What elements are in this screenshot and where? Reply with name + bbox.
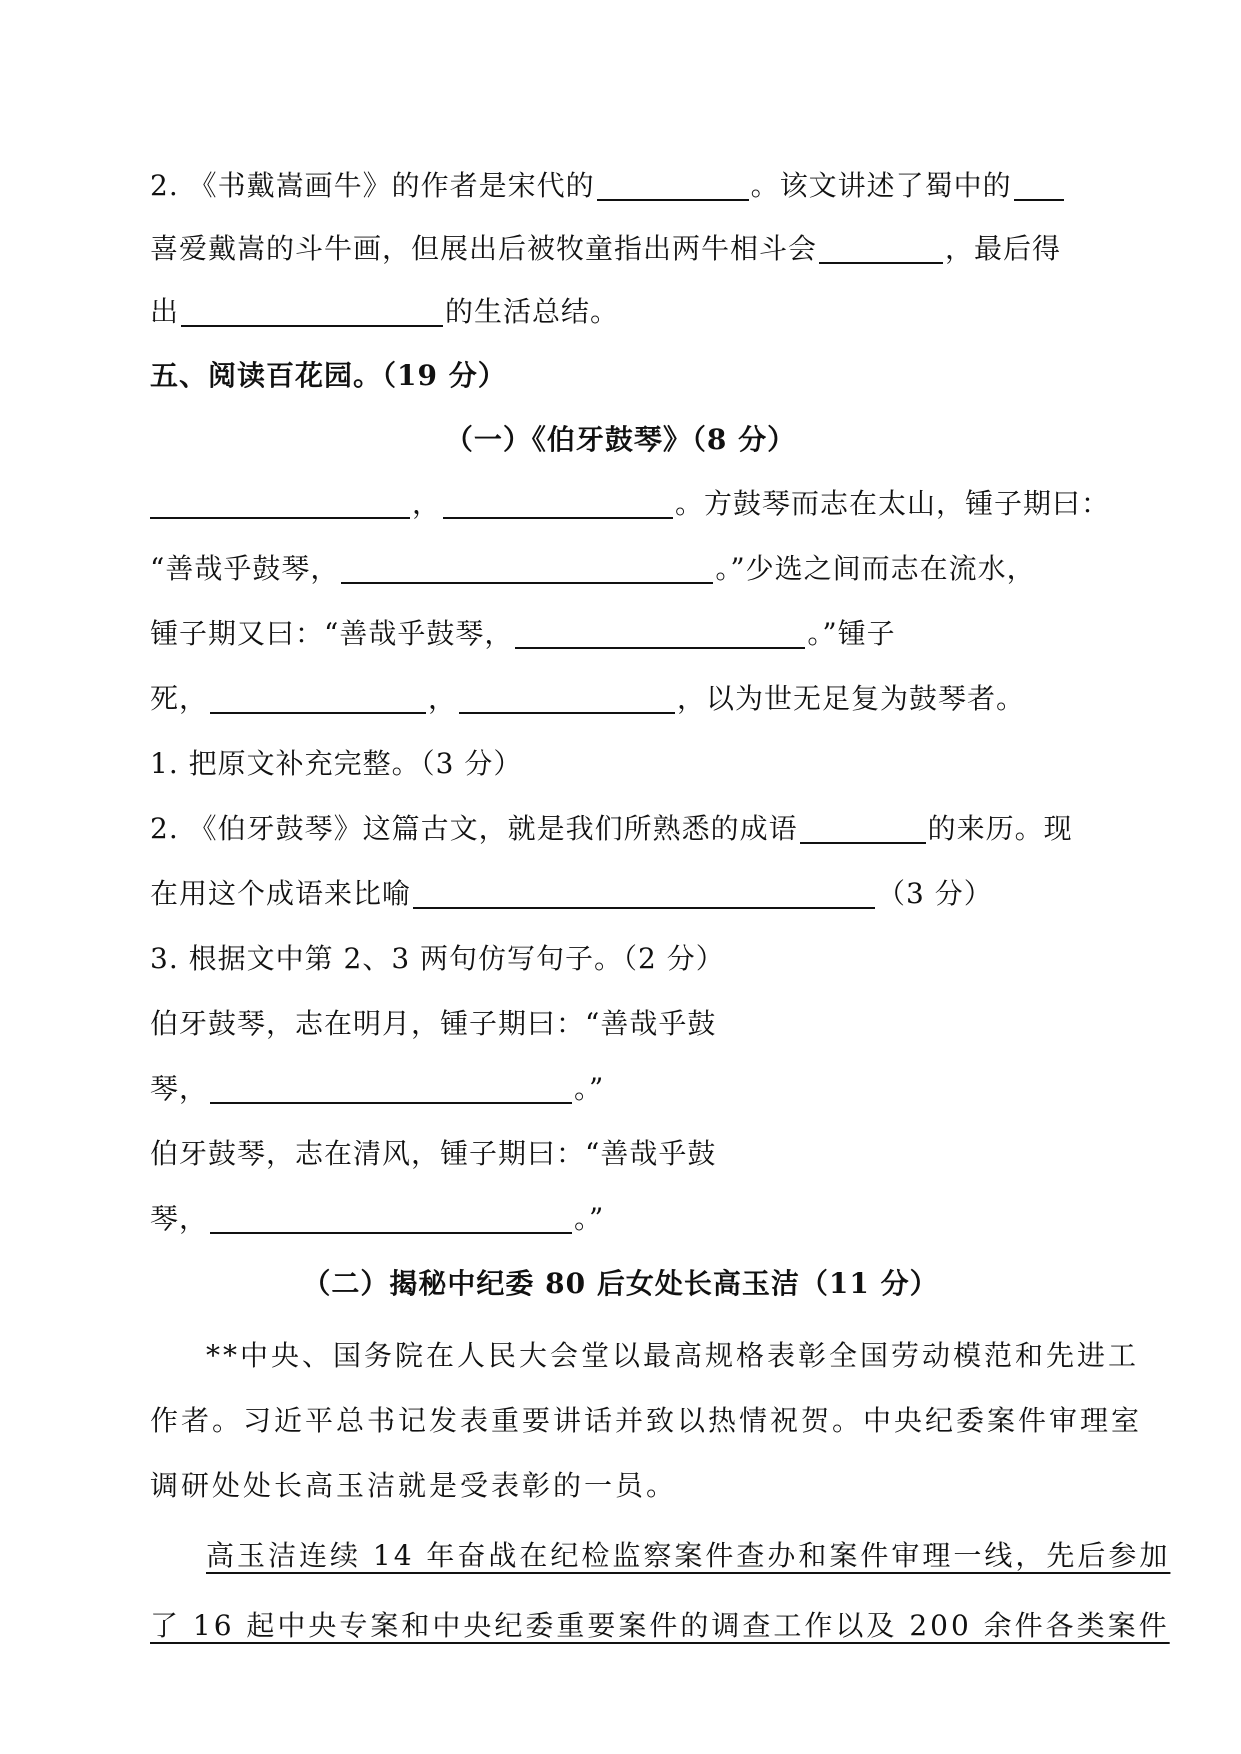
passage-text: ，以为世无足复为鼓琴者。: [677, 682, 1026, 715]
article-line: **中央、国务院在人民大会堂以最高规格表彰全国劳动模范和先进工: [206, 1339, 1140, 1372]
answer-blank[interactable]: [150, 487, 410, 519]
question-2-line-2: [150, 874, 1110, 914]
answer-blank[interactable]: [819, 232, 943, 264]
article-line: 调研处处长高玉洁就是受表彰的一员。: [150, 1469, 678, 1502]
passage-text: 死，: [150, 682, 209, 715]
underlined-text: 了 16 起中央专案和中央纪委重要案件的调查工作以及 200 余件各类案件: [150, 1609, 1170, 1642]
underlined-text: 高玉洁连续 14 年奋战在纪检监察案件查办和案件审理一线，先后参加: [206, 1539, 1171, 1572]
imitation-text: 。”: [574, 1072, 605, 1105]
article-line-underlined: [150, 1606, 1170, 1646]
question-text: 在用这个成语来比喻: [150, 877, 412, 910]
passage-sep: ，: [412, 487, 442, 520]
answer-blank[interactable]: [210, 1202, 572, 1234]
answer-blank[interactable]: [443, 487, 673, 519]
answer-blank[interactable]: [210, 1072, 572, 1104]
part2-title: （二）揭秘中纪委 80 后女处长高玉洁（11 分）: [302, 1267, 939, 1300]
q2-text-5: 出: [150, 295, 180, 328]
imitation-2-line-1: 伯牙鼓琴，志在清风，锺子期曰：“善哉乎鼓: [150, 1137, 717, 1170]
q2-line-2: [150, 229, 1110, 269]
passage-line-1: [150, 484, 1110, 524]
imitation-1-line-1: 伯牙鼓琴，志在明月，锺子期曰：“善哉乎鼓: [150, 1007, 717, 1040]
q2-text-2: 。该文讲述了蜀中的: [750, 169, 1012, 202]
q2-line-3: [150, 292, 1110, 332]
passage-text: 锺子期又曰：“善哉乎鼓琴，: [150, 617, 514, 650]
answer-blank[interactable]: [515, 617, 805, 649]
q2-text-3: 喜爱戴嵩的斗牛画，但展出后被牧童指出两牛相斗会: [150, 232, 818, 265]
answer-blank[interactable]: [413, 877, 875, 909]
imitation-text: 琴，: [150, 1072, 209, 1105]
question-1: 1. 把原文补充完整。（3 分）: [150, 747, 523, 780]
passage-line-4: [150, 679, 1110, 719]
passage-line-3: [150, 614, 1110, 654]
article-line: 作者。习近平总书记发表重要讲话并致以热情祝贺。中央纪委案件审理室: [150, 1404, 1143, 1437]
answer-blank[interactable]: [800, 812, 926, 844]
imitation-text: 琴，: [150, 1202, 209, 1235]
question-text: 2. 《伯牙鼓琴》这篇古文，就是我们所熟悉的成语: [150, 812, 798, 845]
passage-text: 。方鼓琴而志在太山，锺子期曰：: [675, 487, 1111, 520]
q2-line-1: [150, 166, 1110, 206]
answer-blank[interactable]: [181, 295, 443, 327]
part1-title: （一）《伯牙鼓琴》（8 分）: [444, 423, 797, 456]
q2-text-4: ，最后得: [945, 232, 1062, 265]
q2-text-1: 2. 《书戴嵩画牛》的作者是宋代的: [150, 169, 595, 202]
imitation-1-line-2: [150, 1069, 1110, 1109]
passage-line-2: [150, 549, 1110, 589]
answer-blank[interactable]: [210, 682, 426, 714]
question-3: 3. 根据文中第 2、3 两句仿写句子。（2 分）: [150, 942, 725, 975]
answer-blank[interactable]: [597, 169, 749, 201]
passage-text: “善哉乎鼓琴，: [150, 552, 340, 585]
question-text: 的来历。现: [927, 812, 1073, 845]
answer-blank[interactable]: [1014, 169, 1064, 201]
answer-blank[interactable]: [341, 552, 713, 584]
question-score: （3 分）: [877, 877, 993, 910]
article-line-underlined: [206, 1536, 1171, 1576]
imitation-2-line-2: [150, 1199, 1110, 1239]
passage-text: 。”少选之间而志在流水，: [715, 552, 1036, 585]
passage-sep: ，: [428, 682, 458, 715]
question-2-line-1: [150, 809, 1110, 849]
imitation-text: 。”: [574, 1202, 605, 1235]
answer-blank[interactable]: [459, 682, 675, 714]
section-heading: 五、阅读百花园。（19 分）: [150, 359, 507, 392]
passage-text: 。”锺子: [807, 617, 896, 650]
q2-text-6: 的生活总结。: [445, 295, 620, 328]
